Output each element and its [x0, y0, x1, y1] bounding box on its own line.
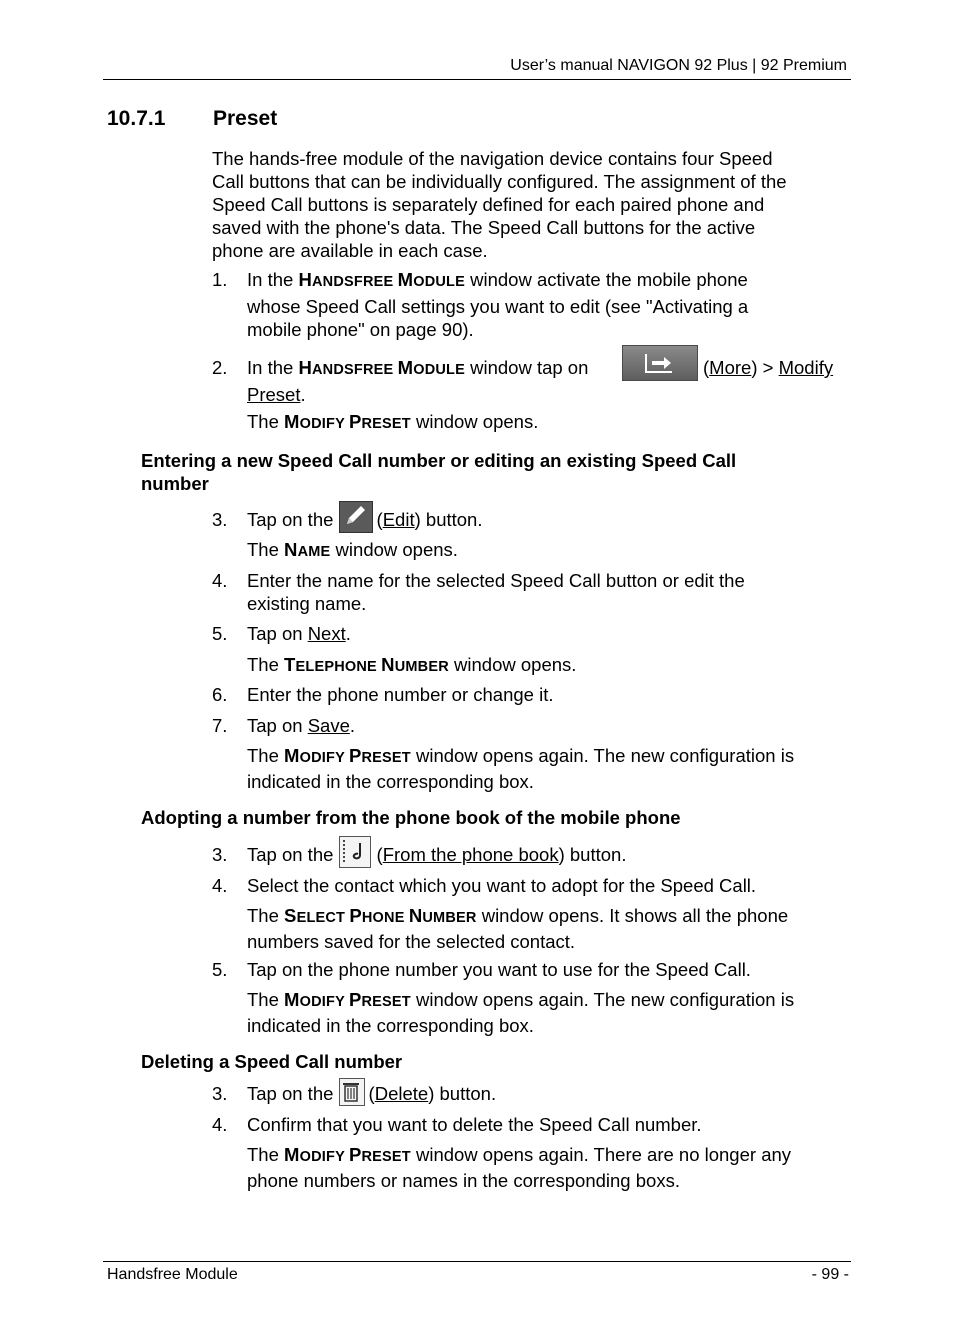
edit-pencil-icon[interactable] [339, 501, 373, 533]
phone-book-icon[interactable] [339, 836, 371, 868]
intro-line: The hands-free module of the navigation device contains four Speed [212, 148, 773, 169]
result-modify-preset: The MODIFY PRESET window opens. [247, 411, 539, 432]
step-confirm-delete: Confirm that you want to delete the Speed Call number. [247, 1114, 702, 1135]
subheading-deleting: Deleting a Speed Call number [141, 1051, 403, 1072]
result-modify-preset-again: The MODIFY PRESET window opens again. The new configuration is indicated in the corresponding box. [247, 745, 795, 792]
step-save: Tap on Save. [247, 715, 355, 736]
next-link[interactable]: Next [307, 623, 346, 644]
edit-link[interactable]: Edit [382, 509, 415, 530]
save-link[interactable]: Save [307, 715, 350, 736]
trash-icon[interactable] [339, 1078, 365, 1106]
step-number: 4. [212, 1114, 228, 1135]
intro-line: phone are available in each case. [212, 240, 488, 261]
step-number: 3. [212, 1083, 228, 1104]
step-delete: Tap on the (Delete) button. [247, 1082, 847, 1106]
subheading-entering: Entering a new Speed Call number or editing an existing Speed Call number [141, 450, 737, 494]
subheading-phone-book: Adopting a number from the phone book of the mobile phone [141, 807, 681, 828]
step-number: 6. [212, 684, 228, 705]
intro-line: Call buttons that can be individually configured. The assignment of the [212, 171, 787, 192]
step-enter-number: Enter the phone number or change it. [247, 684, 554, 705]
more-button-icon[interactable] [622, 345, 698, 381]
result-modify-preset-again: The MODIFY PRESET window opens again. The new configuration is indicated in the corresponding box. [247, 989, 795, 1036]
step-number: 4. [212, 570, 228, 591]
result-modify-preset-again: The MODIFY PRESET window opens again. There are no longer any phone numbers or names in the corresponding boxs. [247, 1144, 792, 1191]
section-title: Preset [213, 107, 278, 130]
result-name: The NAME window opens. [247, 539, 458, 560]
step-number: 7. [212, 715, 228, 736]
running-header: User’s manual NAVIGON 92 Plus | 92 Premium [510, 57, 847, 74]
step-2: In the HANDSFREE MODULE window tap on Preset. [247, 357, 589, 405]
step-number: 5. [212, 623, 228, 644]
result-select-phone-number: The SELECT PHONE NUMBER window opens. It shows all the phone numbers saved for the selected contact. [247, 905, 789, 952]
more-link[interactable]: More [709, 357, 752, 378]
window-name-handsfree-module: HANDSFREE MODULE [298, 357, 465, 378]
intro-paragraph [212, 147, 842, 262]
intro-line: Speed Call buttons is separately defined for each paired phone and [212, 194, 765, 215]
header-rule [103, 79, 851, 80]
step-next: Tap on Next. [247, 623, 351, 644]
step-number: 2. [212, 357, 228, 378]
step-phone-book: Tap on the (From the phone book) button. [247, 843, 847, 868]
footer-chapter: Handsfree Module [107, 1266, 238, 1283]
step-number: 4. [212, 875, 228, 896]
step-number: 5. [212, 959, 228, 980]
page-number: - 99 - [811, 1266, 849, 1283]
step-tap-number: Tap on the phone number you want to use for the Speed Call. [247, 959, 751, 980]
step-enter-name: Enter the name for the selected Speed Call button or edit the existing name. [247, 570, 745, 614]
modify-preset-link[interactable]: Preset [247, 384, 301, 405]
from-phone-book-link[interactable]: From the phone book [382, 844, 559, 865]
delete-link[interactable]: Delete [374, 1083, 429, 1104]
step-edit: Tap on the (Edit) button. [247, 508, 847, 533]
step-select-contact: Select the contact which you want to adopt for the Speed Call. [247, 875, 757, 896]
more-link-group: (More) > Modify [703, 357, 834, 378]
modify-link[interactable]: Modify [778, 357, 834, 378]
window-name-handsfree-module: HANDSFREE MODULE [298, 269, 465, 290]
step-number: 3. [212, 509, 228, 530]
section-number: 10.7.1 [107, 107, 166, 130]
result-telephone-number: The TELEPHONE NUMBER window opens. [247, 654, 577, 675]
step-1: In the HANDSFREE MODULE window activate the mobile phone whose Speed Call settings you want to edit (see "Activating a mobile phone" on page 90). [247, 269, 749, 340]
step-number: 1. [212, 269, 228, 290]
step-number: 3. [212, 844, 228, 865]
footer-rule [103, 1261, 851, 1262]
intro-line: saved with the phone's data. The Speed Call buttons for the active [212, 217, 756, 238]
